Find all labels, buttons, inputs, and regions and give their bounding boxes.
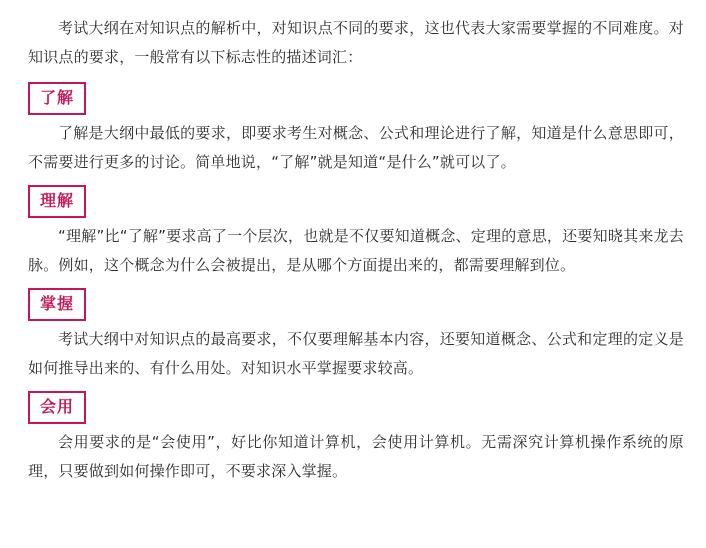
section-body-liaojie: 了解是大纲中最低的要求，即要求考生对概念、公式和理论进行了解，知道是什么意思即可，不需要进行更多的讨论。简单地说，“了解”就是知道“是什么”就可以了。 [28, 124, 684, 171]
intro-paragraph: 考试大纲在对知识点的解析中，对知识点不同的要求，这也代表大家需要掌握的不同难度。对知识点的要求，一般常有以下标志性的描述词汇： [28, 19, 684, 66]
section-heading-wrap [28, 288, 684, 321]
section-lijie [28, 185, 684, 280]
section-heading-huiyong: 会用 [28, 391, 86, 424]
section-heading-wrap [28, 185, 684, 218]
section-huiyong [28, 391, 684, 486]
section-body-huiyong: 会用要求的是“会使用”，好比你知道计算机，会使用计算机。无需深究计算机操作系统的原理，只要做到如何操作即可，不要求深入掌握。 [28, 433, 684, 480]
section-body-lijie: “理解”比“了解”要求高了一个层次，也就是不仅要知道概念、定理的意思，还要知晓其来龙去脉。例如，这个概念为什么会被提出，是从哪个方面提出来的，都需要理解到位。 [28, 227, 684, 274]
section-heading-lijie: 理解 [28, 185, 86, 218]
section-heading-zhangwo: 掌握 [28, 288, 86, 321]
section-heading-liaojie: 了解 [28, 82, 86, 115]
section-heading-wrap [28, 82, 684, 115]
section-zhangwo [28, 288, 684, 383]
section-body-zhangwo: 考试大纲中对知识点的最高要求，不仅要理解基本内容，还要知道概念、公式和定理的定义是如何推导出来的、有什么用处。对知识水平掌握要求较高。 [28, 330, 684, 377]
section-liaojie [28, 82, 684, 177]
section-heading-wrap [28, 391, 684, 424]
